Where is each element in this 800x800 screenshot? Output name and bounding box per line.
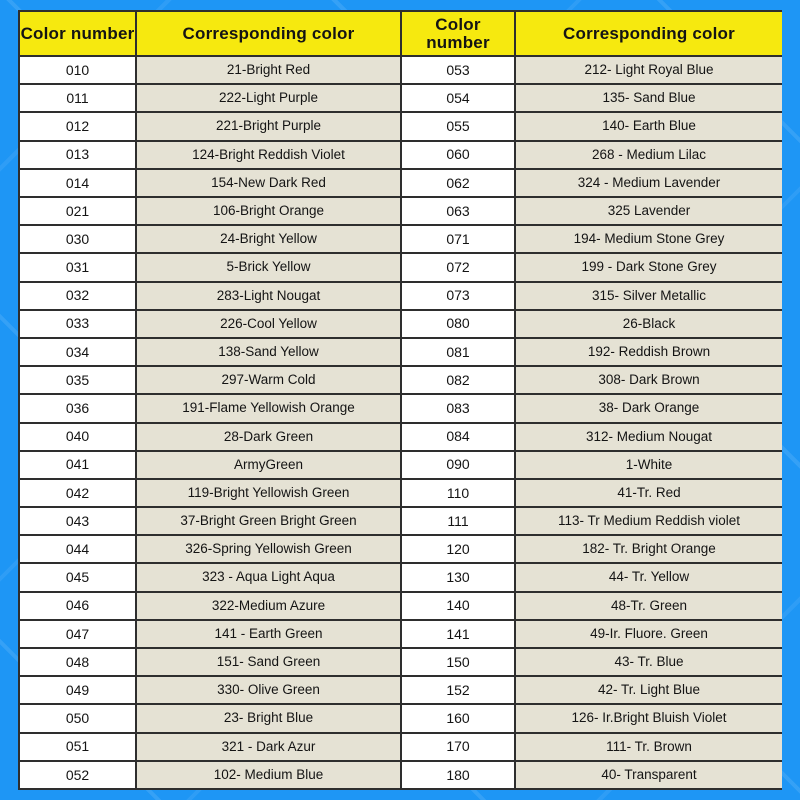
color-number-cell: 072 <box>402 254 514 280</box>
color-number-cell: 130 <box>402 564 514 590</box>
color-name-cell: 312- Medium Nougat <box>516 424 782 450</box>
color-name-cell: 330- Olive Green <box>137 677 400 703</box>
color-name-cell: 113- Tr Medium Reddish violet <box>516 508 782 534</box>
color-number-cell: 062 <box>402 170 514 196</box>
header-cell: Corresponding color <box>516 12 782 55</box>
color-name-cell: 135- Sand Blue <box>516 85 782 111</box>
color-name-cell: 297-Warm Cold <box>137 367 400 393</box>
header-cell: Color number <box>20 12 135 55</box>
color-number-cell: 140 <box>402 593 514 619</box>
color-number-cell: 150 <box>402 649 514 675</box>
color-name-cell: 40- Transparent <box>516 762 782 788</box>
color-number-cell: 054 <box>402 85 514 111</box>
color-number-cell: 010 <box>20 57 135 83</box>
color-name-cell: 124-Bright Reddish Violet <box>137 142 400 168</box>
color-name-cell: 321 - Dark Azur <box>137 734 400 760</box>
color-number-cell: 032 <box>20 283 135 309</box>
lego-color-reference-table <box>18 10 782 790</box>
color-name-cell: 24-Bright Yellow <box>137 226 400 252</box>
color-name-cell: 308- Dark Brown <box>516 367 782 393</box>
color-number-cell: 063 <box>402 198 514 224</box>
color-number-cell: 152 <box>402 677 514 703</box>
color-name-cell: 194- Medium Stone Grey <box>516 226 782 252</box>
color-name-cell: 323 - Aqua Light Aqua <box>137 564 400 590</box>
color-name-cell: 221-Bright Purple <box>137 113 400 139</box>
color-name-cell: 226-Cool Yellow <box>137 311 400 337</box>
header-cell: Corresponding color <box>137 12 400 55</box>
color-name-cell: 43- Tr. Blue <box>516 649 782 675</box>
color-number-cell: 046 <box>20 593 135 619</box>
color-number-cell: 160 <box>402 705 514 731</box>
color-number-cell: 014 <box>20 170 135 196</box>
color-number-cell: 043 <box>20 508 135 534</box>
color-number-cell: 035 <box>20 367 135 393</box>
color-number-cell: 030 <box>20 226 135 252</box>
color-number-cell: 071 <box>402 226 514 252</box>
color-number-cell: 055 <box>402 113 514 139</box>
color-number-cell: 082 <box>402 367 514 393</box>
color-number-cell: 013 <box>20 142 135 168</box>
color-name-cell: 37-Bright Green Bright Green <box>137 508 400 534</box>
color-name-cell: 212- Light Royal Blue <box>516 57 782 83</box>
color-name-cell: 21-Bright Red <box>137 57 400 83</box>
color-name-cell: 222-Light Purple <box>137 85 400 111</box>
color-name-cell: 315- Silver Metallic <box>516 283 782 309</box>
color-name-cell: 28-Dark Green <box>137 424 400 450</box>
color-name-cell: 141 - Earth Green <box>137 621 400 647</box>
color-number-cell: 110 <box>402 480 514 506</box>
color-name-cell: 192- Reddish Brown <box>516 339 782 365</box>
color-number-cell: 041 <box>20 452 135 478</box>
color-name-cell: 199 - Dark Stone Grey <box>516 254 782 280</box>
color-name-cell: 38- Dark Orange <box>516 395 782 421</box>
color-name-cell: 182- Tr. Bright Orange <box>516 536 782 562</box>
color-number-cell: 049 <box>20 677 135 703</box>
color-number-cell: 180 <box>402 762 514 788</box>
color-name-cell: 268 - Medium Lilac <box>516 142 782 168</box>
color-number-cell: 021 <box>20 198 135 224</box>
color-number-cell: 034 <box>20 339 135 365</box>
color-number-cell: 120 <box>402 536 514 562</box>
color-number-cell: 045 <box>20 564 135 590</box>
color-number-cell: 051 <box>20 734 135 760</box>
color-name-cell: 26-Black <box>516 311 782 337</box>
color-number-cell: 052 <box>20 762 135 788</box>
color-name-cell: 140- Earth Blue <box>516 113 782 139</box>
color-number-cell: 048 <box>20 649 135 675</box>
color-number-cell: 036 <box>20 395 135 421</box>
color-number-cell: 033 <box>20 311 135 337</box>
color-name-cell: 5-Brick Yellow <box>137 254 400 280</box>
color-name-cell: 102- Medium Blue <box>137 762 400 788</box>
color-name-cell: 49-Ir. Fluore. Green <box>516 621 782 647</box>
color-name-cell: 106-Bright Orange <box>137 198 400 224</box>
header-cell: Color number <box>402 12 514 55</box>
color-name-cell: 326-Spring Yellowish Green <box>137 536 400 562</box>
color-number-cell: 170 <box>402 734 514 760</box>
color-name-cell: 191-Flame Yellowish Orange <box>137 395 400 421</box>
color-name-cell: 44- Tr. Yellow <box>516 564 782 590</box>
color-name-cell: 119-Bright Yellowish Green <box>137 480 400 506</box>
color-number-cell: 060 <box>402 142 514 168</box>
color-name-cell: 151- Sand Green <box>137 649 400 675</box>
color-number-cell: 042 <box>20 480 135 506</box>
color-number-cell: 084 <box>402 424 514 450</box>
color-number-cell: 012 <box>20 113 135 139</box>
color-number-cell: 073 <box>402 283 514 309</box>
color-number-cell: 090 <box>402 452 514 478</box>
color-name-cell: 138-Sand Yellow <box>137 339 400 365</box>
color-number-cell: 080 <box>402 311 514 337</box>
color-name-cell: 126- Ir.Bright Bluish Violet <box>516 705 782 731</box>
color-name-cell: 322-Medium Azure <box>137 593 400 619</box>
color-number-cell: 047 <box>20 621 135 647</box>
color-number-cell: 111 <box>402 508 514 534</box>
color-name-cell: 48-Tr. Green <box>516 593 782 619</box>
color-name-cell: 154-New Dark Red <box>137 170 400 196</box>
color-number-cell: 011 <box>20 85 135 111</box>
color-number-cell: 053 <box>402 57 514 83</box>
color-number-cell: 044 <box>20 536 135 562</box>
color-name-cell: 324 - Medium Lavender <box>516 170 782 196</box>
color-name-cell: 325 Lavender <box>516 198 782 224</box>
color-number-cell: 050 <box>20 705 135 731</box>
color-name-cell: 1-White <box>516 452 782 478</box>
color-name-cell: 283-Light Nougat <box>137 283 400 309</box>
color-number-cell: 141 <box>402 621 514 647</box>
color-name-cell: ArmyGreen <box>137 452 400 478</box>
color-number-cell: 040 <box>20 424 135 450</box>
color-name-cell: 42- Tr. Light Blue <box>516 677 782 703</box>
color-name-cell: 23- Bright Blue <box>137 705 400 731</box>
color-name-cell: 41-Tr. Red <box>516 480 782 506</box>
color-name-cell: 111- Tr. Brown <box>516 734 782 760</box>
color-number-cell: 083 <box>402 395 514 421</box>
color-number-cell: 081 <box>402 339 514 365</box>
color-number-cell: 031 <box>20 254 135 280</box>
